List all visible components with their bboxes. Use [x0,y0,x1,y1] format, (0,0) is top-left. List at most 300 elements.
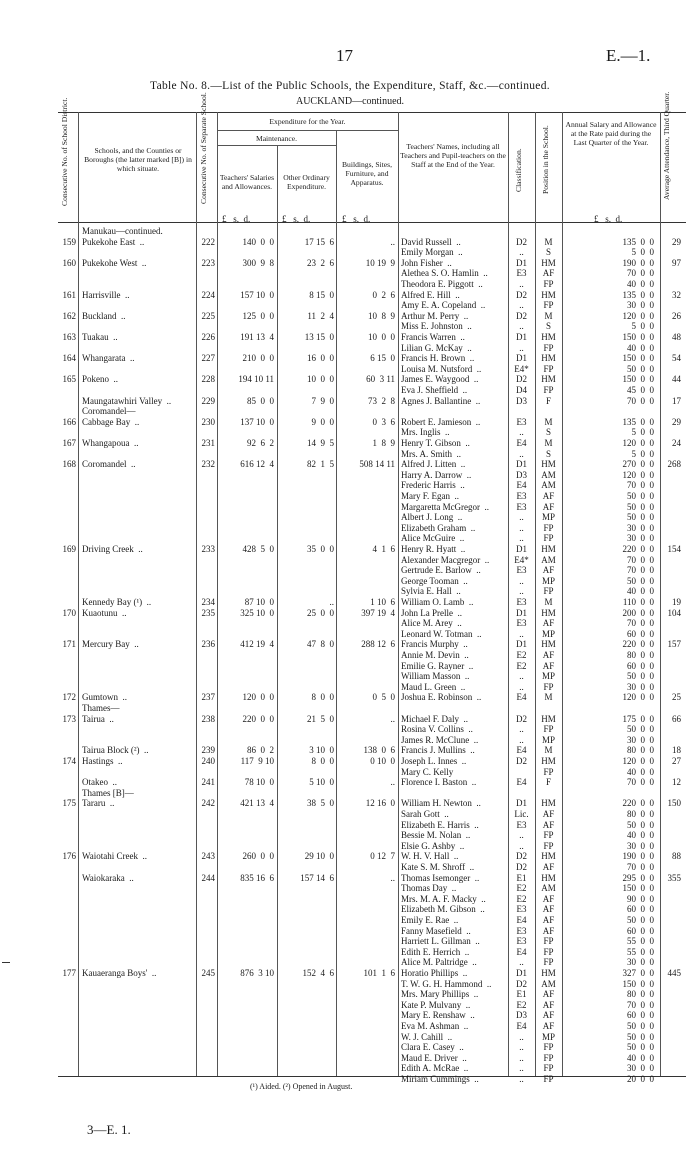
shillings-unit: s. [233,214,240,224]
teacher-name-cell: W. J. Cahill .. [401,1031,453,1042]
buildings-cell: 138 0 6 [363,745,395,756]
buildings-cell: 4 1 6 [372,544,395,554]
header-district-no: Consecutive No. of School District. [60,97,69,206]
table-row [0,798,700,809]
table-row [0,618,700,629]
classification-cell: D1 [516,639,527,650]
table-row [0,1000,700,1011]
classification-cell: D1 [516,353,527,364]
salary-cell: 80 0 0 [627,989,654,1000]
currency-units-salary [594,214,654,224]
classification-cell: E4 [516,438,527,448]
teacher-name-cell: Fanny Masefield .. [401,925,471,936]
classification-cell: .. [519,522,524,533]
table-row [0,608,700,619]
district-no-cell: 173 [62,713,76,724]
position-cell: FP [543,385,554,395]
position-cell: MP [541,512,555,523]
salary-cell: 80 0 0 [627,745,654,756]
attendance-cell: 18 [672,745,681,756]
school-no-cell: 241 [201,777,215,788]
salary-cell: 120 0 0 [622,692,654,703]
header-maintenance: Maintenance. [255,134,298,143]
table-row [0,555,700,566]
table-row [0,343,700,354]
classification-cell: .. [519,247,524,258]
salary-cell: 30 0 0 [627,1063,654,1074]
position-cell: FP [543,300,554,311]
table-row [0,904,700,915]
teacher-name-cell: Harriett L. Gillman .. [401,936,480,947]
salary-cell: 50 0 0 [627,575,654,586]
school-cell: Pukekohe East .. [82,236,145,247]
salary-cell: 135 0 0 [622,416,654,427]
teacher-name-cell: Margaretta McGregor .. [401,501,490,512]
teacher-name-cell: Francis Warren .. [401,332,465,342]
teachers-salaries-cell: 137 10 0 [240,416,274,427]
teacher-name-cell: Henry T. Gibson .. [401,438,470,448]
position-cell: HM [541,459,556,470]
classification-cell: E3 [516,416,527,427]
teacher-name-cell: Florence I. Baston .. [401,777,477,788]
table-row [0,523,700,534]
table-row [0,502,700,513]
classification-cell: E4 [516,745,527,756]
salary-cell: 5 0 0 [631,427,654,438]
teachers-salaries-cell: 191 13 4 [240,332,274,342]
teacher-name-cell: Harry A. Darrow .. [401,469,472,480]
position-cell: AF [542,989,555,1000]
position-cell: HM [541,798,556,809]
salary-cell: 40 0 0 [627,766,654,777]
position-cell: FP [543,342,554,353]
district-no-cell: 164 [62,353,76,364]
classification-cell: .. [519,321,524,332]
position-cell: M [544,310,553,321]
position-cell: FP [543,957,554,968]
position-cell: M [544,416,553,427]
salary-cell: 270 0 0 [622,459,654,470]
attendance-cell: 24 [672,438,681,448]
table-row [0,979,700,990]
teachers-salaries-cell: 117 9 10 [240,756,274,766]
classification-cell: .. [519,734,524,745]
table-row [0,300,700,311]
salary-cell: 70 0 0 [627,480,654,491]
table-row [0,851,700,862]
classification-cell: E4 [516,946,527,957]
position-cell: FP [543,681,554,692]
classification-cell: E3 [516,819,527,830]
salary-cell: 120 0 0 [622,438,654,448]
other-expenditure-cell: 7 9 0 [311,395,334,406]
salary-cell: 295 0 0 [622,872,654,883]
table-row [0,1032,700,1043]
teachers-salaries-cell: 78 10 0 [244,777,274,788]
buildings-cell: 101 1 6 [363,968,395,978]
district-no-cell: 165 [62,374,76,385]
table-row [0,586,700,597]
table-row [0,459,700,470]
classification-cell: .. [519,1052,524,1063]
teacher-name-cell: Alexander Macgregor .. [401,554,490,565]
table-row [0,470,700,481]
school-no-cell: 238 [201,713,215,724]
table-row [0,438,700,449]
salary-cell: 150 0 0 [622,374,654,385]
header-salary: Annual Salary and Allowance at the Rate paid during the Last Quarter of the Year. [565,120,657,147]
classification-cell: .. [519,427,524,438]
table-row [0,894,700,905]
school-cell: Maungatawhiri Valley .. [82,395,172,406]
buildings-cell: 6 15 0 [370,353,395,364]
classification-cell: .. [519,628,524,639]
attendance-cell: 54 [672,353,681,364]
table-row [0,650,700,661]
teacher-name-cell: Miriam Cummings .. [401,1074,479,1084]
table-row [0,258,700,269]
position-cell: FP [543,766,554,777]
position-cell: HM [541,713,556,724]
table-row [0,332,700,343]
teacher-name-cell: Bessie M. Nolan .. [401,830,471,841]
table-row [0,639,700,650]
table-row [0,321,700,332]
school-no-cell: 222 [201,236,215,247]
position-cell: HM [541,639,556,650]
school-cell: Pukekohe West .. [82,257,147,268]
classification-cell: D3 [516,469,527,480]
salary-cell: 30 0 0 [627,300,654,311]
teacher-name-cell: Michael F. Daly .. [401,713,469,724]
salary-cell: 190 0 0 [622,851,654,862]
salary-cell: 40 0 0 [627,279,654,289]
position-cell: MP [541,671,555,682]
school-no-cell: 229 [201,395,215,406]
page-number: 17 [336,46,353,65]
header-attendance: Average Attendance, Third Quarter. [662,91,671,200]
salary-cell: 60 0 0 [627,1010,654,1021]
classification-cell: D4 [516,385,527,395]
salary-cell: 50 0 0 [627,671,654,682]
table-row [0,364,700,375]
school-cell: Manukau—continued. [82,226,163,236]
other-expenditure-cell: 82 1 5 [307,459,334,470]
salary-cell: 120 0 0 [622,756,654,766]
table-row [0,936,700,947]
school-no-cell: 228 [201,374,215,385]
school-no-cell: 223 [201,257,215,268]
school-cell: Tairua Block (²) .. [82,745,149,756]
other-expenditure-cell: 11 2 4 [307,310,334,321]
school-cell: Pokeno .. [82,374,118,385]
teacher-name-cell: William Masson .. [401,671,470,682]
salary-cell: 150 0 0 [622,978,654,989]
buildings-cell: 0 2 6 [372,289,395,300]
buildings-cell: .. [390,872,395,883]
attendance-cell: 32 [672,289,681,300]
teachers-salaries-cell: 260 0 0 [242,851,274,862]
district-no-cell: 170 [62,607,76,618]
attendance-cell: 17 [672,395,681,406]
school-no-cell: 237 [201,692,215,703]
teachers-salaries-cell: 85 0 0 [247,395,274,406]
table-row [0,406,700,417]
salary-cell: 60 0 0 [627,925,654,936]
table-row [0,417,700,428]
table-row [0,1010,700,1021]
position-cell: AF [542,1010,555,1021]
position-cell: HM [541,756,556,766]
teacher-name-cell: David Russell .. [401,236,461,247]
position-cell: HM [541,607,556,618]
teacher-name-cell: Alethea S. O. Hamlin .. [401,268,488,279]
classification-cell: E3 [516,904,527,915]
document-code: E.—1. [606,46,651,65]
teachers-salaries-cell: 125 0 0 [242,310,274,321]
school-no-cell: 234 [201,597,215,607]
pence-unit: d. [363,214,371,224]
school-cell: Mercury Bay .. [82,639,139,650]
table-row [0,1042,700,1053]
classification-cell: D2 [516,851,527,862]
district-no-cell: 175 [62,798,76,809]
teacher-name-cell: Alice M. Arey .. [401,618,462,629]
buildings-cell: 10 0 0 [368,332,395,342]
expenditure-rule [217,130,398,131]
classification-cell: .. [519,1074,524,1084]
teacher-name-cell: Eva M. Ashman .. [401,1021,469,1031]
salary-cell: 90 0 0 [627,893,654,904]
pence-unit: d. [243,214,251,224]
table-row [0,883,700,894]
table-row [0,820,700,831]
other-expenditure-cell: 10 0 0 [307,374,334,385]
table-row [0,268,700,279]
classification-cell: .. [519,1031,524,1042]
salary-cell: 5 0 0 [631,247,654,258]
teacher-name-cell: Edith A. McRae .. [401,1063,469,1074]
classification-cell: D1 [516,257,527,268]
classification-cell: .. [519,586,524,597]
table-row [0,353,700,364]
position-cell: HM [541,257,556,268]
salary-cell: 190 0 0 [622,257,654,268]
salary-cell: 30 0 0 [627,522,654,533]
classification-cell: D1 [516,968,527,978]
salary-cell: 150 0 0 [622,332,654,342]
teacher-name-cell: Sarah Gott .. [401,809,449,819]
other-expenditure-cell: 25 0 0 [307,607,334,618]
table-row [0,491,700,502]
region-subtitle: AUCKLAND—continued. [295,96,405,107]
teacher-name-cell: Mrs. Mary Phillips .. [401,989,479,1000]
salary-cell: 40 0 0 [627,586,654,597]
table-row [0,671,700,682]
teacher-name-cell: Rosina V. Collins .. [401,724,473,735]
teacher-name-cell: Louisa M. Nutsford .. [401,363,482,374]
school-cell: Tararu .. [82,798,115,809]
position-cell: AF [542,501,555,512]
buildings-cell: 10 8 9 [368,310,395,321]
table-row [0,724,700,735]
attendance-cell: 150 [667,798,681,809]
classification-cell: E4 [516,1021,527,1031]
teacher-name-cell: Gertrude E. Barlow .. [401,565,481,576]
table-row [0,374,700,385]
teacher-name-cell: John La Prelle .. [401,607,462,618]
table-row [0,544,700,555]
table-row [0,841,700,852]
salary-cell: 30 0 0 [627,533,654,544]
attendance-cell: 157 [667,639,681,650]
teacher-name-cell: Emily Morgan .. [401,247,463,258]
classification-cell: .. [519,830,524,841]
table-row [0,1053,700,1064]
buildings-cell: 397 19 4 [361,607,395,618]
school-no-cell: 231 [201,438,215,448]
teacher-name-cell: Clara E. Casey .. [401,1042,464,1053]
table-row [0,692,700,703]
table-row [0,385,700,396]
school-cell: Kauaeranga Boys' .. [82,968,157,978]
position-cell: MP [541,734,555,745]
position-cell: AM [541,978,556,989]
pounds-unit: £ [282,214,287,224]
salary-cell: 5 0 0 [631,448,654,459]
buildings-cell: .. [390,713,395,724]
school-cell: Coromandel .. [82,459,136,470]
position-cell: M [544,597,553,607]
table-row [0,1063,700,1074]
table-row [0,237,700,248]
position-cell: FP [543,724,554,735]
district-no-cell: 177 [62,968,76,978]
table-row [0,926,700,937]
teacher-name-cell: Sylvia E. Hall .. [401,586,461,597]
buildings-cell: 0 12 7 [370,851,395,862]
other-expenditure-cell: 17 15 6 [304,236,334,247]
attendance-cell: 154 [667,544,681,554]
position-cell: S [545,448,551,459]
position-cell: AF [542,618,555,629]
classification-cell: .. [519,342,524,353]
teacher-name-cell: Mary E. Renshaw .. [401,1010,475,1021]
district-no-cell: 171 [62,639,76,650]
salary-cell: 60 0 0 [627,904,654,915]
shillings-unit: s. [605,214,612,224]
table-row [0,777,700,788]
district-no-cell: 176 [62,851,76,862]
position-cell: AF [542,809,555,819]
school-cell: Gumtown .. [82,692,127,703]
classification-cell: .. [519,1063,524,1074]
school-no-cell: 224 [201,289,215,300]
salary-cell: 80 0 0 [627,650,654,660]
teacher-name-cell: James E. Waygood .. [401,374,479,385]
position-cell: S [545,427,551,438]
position-cell: AM [541,469,556,480]
teacher-name-cell: Mary C. Kelly [401,766,454,777]
position-cell: AF [542,491,555,501]
school-cell: Waiotahi Creek .. [82,851,148,862]
table-title: Table No. 8.—List of the Public Schools, the Expenditure, Staff, &c.—continued. [150,80,550,92]
classification-cell: .. [519,533,524,544]
teacher-name-cell: Eva J. Sheffield .. [401,385,468,395]
position-cell: AF [542,862,555,872]
attendance-cell: 268 [667,459,681,470]
pounds-unit: £ [342,214,347,224]
teacher-name-cell: Elizabeth M. Gibson .. [401,904,485,915]
teachers-salaries-cell: 220 0 0 [242,713,274,724]
salary-cell: 150 0 0 [622,353,654,364]
classification-cell: E3 [516,597,527,607]
teacher-name-cell: Edith E. Herrich .. [401,946,470,957]
position-cell: FP [543,1063,554,1074]
school-cell: Coromandel— [82,406,136,417]
table-row [0,576,700,587]
teacher-name-cell: Robert E. Jamieson .. [401,416,481,427]
position-cell: M [544,236,553,247]
salary-cell: 220 0 0 [622,798,654,809]
salary-cell: 220 0 0 [622,639,654,650]
salary-cell: 40 0 0 [627,1052,654,1063]
classification-cell: D2 [516,289,527,300]
salary-cell: 50 0 0 [627,363,654,374]
table-row [0,597,700,608]
margin-mark [2,962,10,963]
table-row [0,947,700,958]
school-no-cell: 242 [201,798,215,809]
classification-cell: .. [519,575,524,586]
salary-cell: 5 0 0 [631,321,654,332]
school-cell: Harrisville .. [82,289,130,300]
table-row [0,809,700,820]
table-top-rule [58,112,686,113]
classification-cell: .. [519,512,524,523]
attendance-cell: 104 [667,607,681,618]
header-teachers-salaries: Teachers' Salaries and Allowances. [219,173,275,191]
other-expenditure-cell: 13 15 0 [304,332,334,342]
buildings-cell: 12 16 0 [365,798,395,809]
position-cell: AF [542,1021,555,1031]
currency-units-other [282,214,334,224]
position-cell: AF [542,650,555,660]
teachers-salaries-cell: 835 16 6 [240,872,274,883]
header-expenditure: Expenditure for the Year. [269,117,346,126]
buildings-cell: 508 14 11 [359,459,395,470]
teachers-salaries-cell: 616 12 4 [240,459,274,470]
school-no-cell: 240 [201,756,215,766]
position-cell: AF [542,268,555,279]
position-cell: HM [541,851,556,862]
position-cell: AF [542,925,555,936]
position-cell: FP [543,279,554,289]
table-row [0,1021,700,1032]
position-cell: M [544,745,553,756]
attendance-cell: 88 [672,851,681,862]
teachers-salaries-cell: 300 9 8 [242,257,274,268]
district-no-cell: 169 [62,544,76,554]
currency-units-buildings [342,214,394,224]
other-expenditure-cell: 8 0 0 [311,756,334,766]
classification-cell: D2 [516,978,527,989]
table-row [0,311,700,322]
table-row [0,767,700,778]
table-row [0,290,700,301]
pence-unit: d. [615,214,623,224]
teacher-name-cell: Alice McGuire .. [401,533,465,544]
